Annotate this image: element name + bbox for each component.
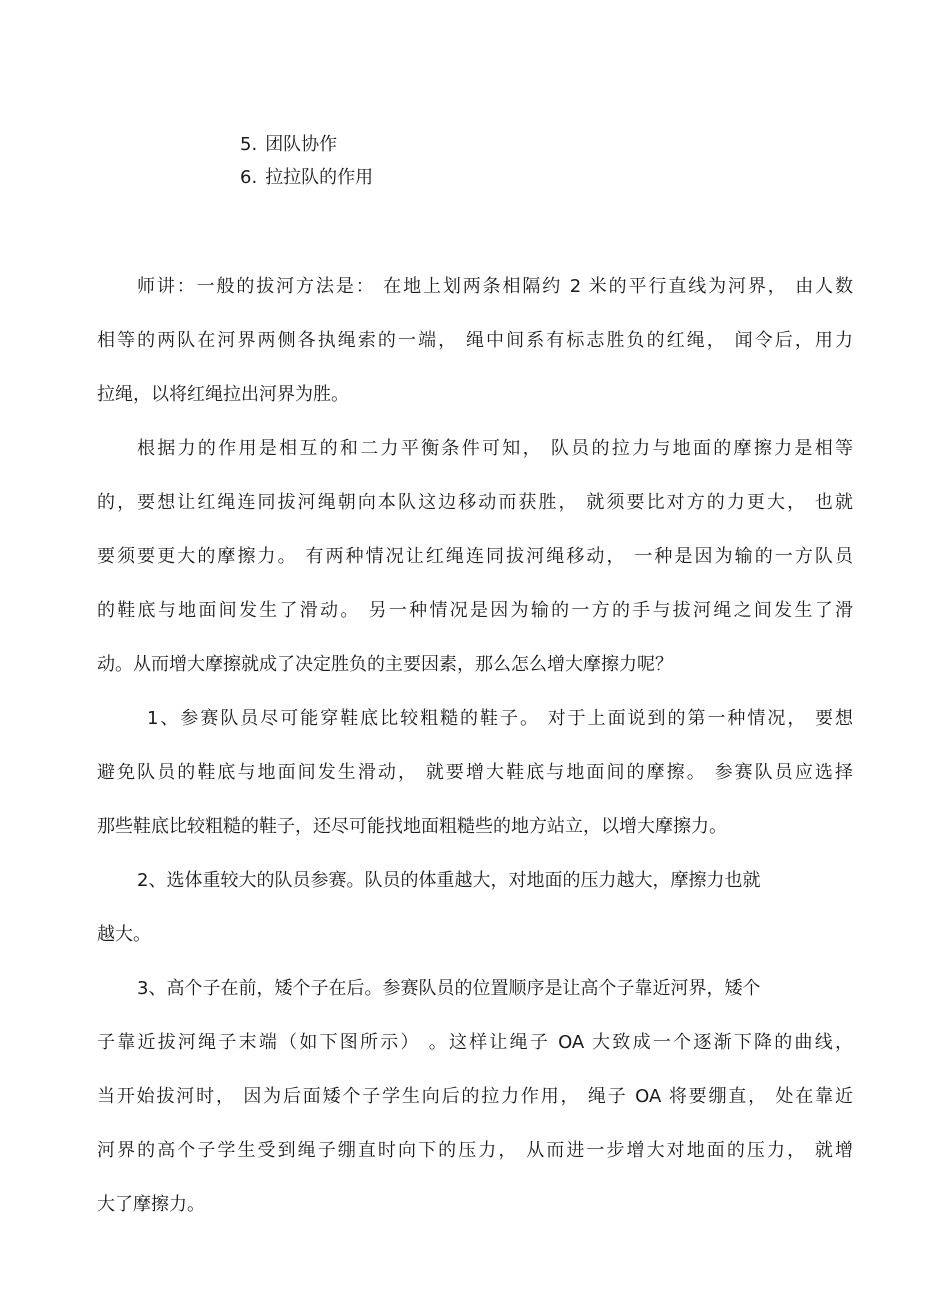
text-line: 1、参赛队员尽可能穿鞋底比较粗糙的鞋子。 对于上面说到的第一种情况， 要想 (147, 708, 853, 729)
text-line: 2、选体重较大的队员参赛。队员的体重越大，对地面的压力越大，摩擦力也就 (137, 870, 761, 891)
text-line: 师讲：一般的拔河方法是： 在地上划两条相隔约 2 米的平行直线为河界， 由人数 (137, 276, 853, 297)
text-line: 的，要想让红绳连同拔河绳朝向本队这边移动而获胜， 就须要比对方的力更大， 也就 (97, 492, 853, 513)
text-line: 子靠近拔河绳子末端（如下图所示） 。这样让绳子 OA 大致成一个逐渐下降的曲线， (97, 1032, 853, 1053)
text-line: 大了摩擦力。 (97, 1194, 205, 1215)
text-line: 要须要更大的摩擦力。 有两种情况让红绳连同拔河绳移动， 一种是因为输的一方队员 (97, 546, 853, 567)
list-item (240, 128, 373, 161)
text-line: 避免队员的鞋底与地面间发生滑动， 就要增大鞋底与地面间的摩擦。 参赛队员应选择 (97, 762, 853, 783)
text-line: 河界的高个子学生受到绳子绷直时向下的压力， 从而进一步增大对地面的压力， 就增 (97, 1140, 853, 1161)
list-item-text: 团队协作 (265, 134, 338, 155)
text-line: 相等的两队在河界两侧各执绳索的一端， 绳中间系有标志胜负的红绳， 闻令后，用力 (97, 330, 853, 351)
text-line: 拉绳，以将红绳拉出河界为胜。 (97, 384, 349, 405)
list-item-text: 拉拉队的作用 (265, 167, 374, 188)
list-item-number: 5. (240, 134, 258, 155)
text-line: 动。从而增大摩擦就成了决定胜负的主要因素，那么怎么增大摩擦力呢？ (97, 654, 673, 675)
list-item (240, 161, 373, 194)
list-item-number: 6. (240, 167, 258, 188)
text-line: 的鞋底与地面间发生了滑动。 另一种情况是因为输的一方的手与拔河绳之间发生了滑 (97, 600, 853, 621)
text-line: 根据力的作用是相互的和二力平衡条件可知， 队员的拉力与地面的摩擦力是相等 (137, 438, 853, 459)
text-line: 当开始拔河时， 因为后面矮个子学生向后的拉力作用， 绳子 OA 将要绷直， 处在靠近 (97, 1086, 853, 1107)
text-line: 越大。 (97, 924, 151, 945)
text-line: 3、高个子在前，矮个子在后。参赛队员的位置顺序是让高个子靠近河界，矮个 (137, 978, 761, 999)
text-line: 那些鞋底比较粗糙的鞋子，还尽可能找地面粗糙些的地方站立，以增大摩擦力。 (97, 816, 727, 837)
numbered-list (240, 128, 373, 194)
